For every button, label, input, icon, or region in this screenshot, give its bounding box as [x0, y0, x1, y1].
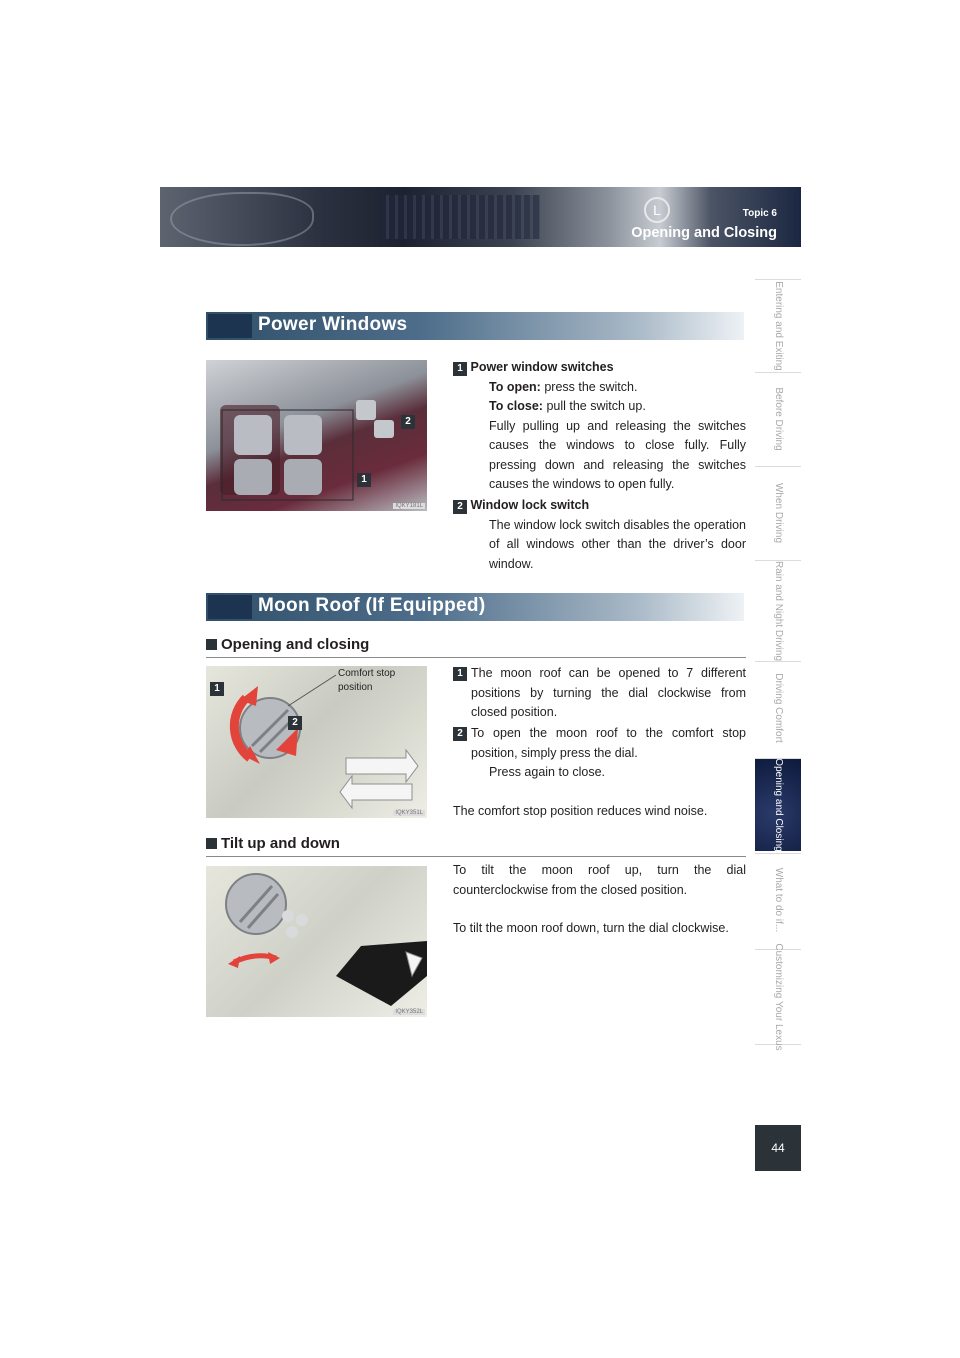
side-tab-when-driving[interactable]: When Driving	[755, 466, 801, 559]
subheading-tilt: Tilt up and down	[206, 835, 746, 857]
item-number: 2	[453, 727, 467, 741]
item-note: Fully pulling up and releasing the switches causes the windows to close fully. Fully pressing down and releasing the switches causes the windows to open fully.	[489, 418, 746, 491]
moon-roof-item-1	[453, 664, 746, 723]
item-text: The window lock switch disables the operation of all windows other than the driver’s door window.	[489, 517, 746, 571]
item-number: 2	[453, 500, 467, 514]
side-tab-customizing[interactable]: Customizing Your Lexus	[755, 949, 801, 1045]
item-number: 1	[453, 667, 467, 681]
side-tab-rain-night-driving[interactable]: Rain and Night Driving	[755, 560, 801, 660]
lexus-logo-icon: L	[644, 197, 670, 223]
callout-2: 2	[288, 716, 302, 730]
item-text: The moon roof can be opened to 7 different positions by turning the dial clockwise from closed position.	[471, 666, 746, 719]
callout-1: 1	[357, 473, 371, 487]
side-tab-entering-exiting[interactable]: Entering and Exiting	[755, 279, 801, 372]
side-tab-opening-closing[interactable]: Opening and Closing	[755, 758, 801, 851]
side-tab-driving-comfort[interactable]: Driving Comfort	[755, 661, 801, 754]
power-windows-header	[206, 312, 744, 340]
callout-1: 1	[210, 682, 224, 696]
topic-title: Opening and Closing	[631, 225, 777, 241]
topic-label: Topic 6	[742, 208, 777, 219]
opening-note: The comfort stop position reduces wind noise.	[453, 804, 708, 818]
section-title: Moon Roof (If Equipped)	[258, 595, 486, 616]
side-tab-what-to-do-if[interactable]: What to do if...	[755, 853, 801, 946]
item-number: 1	[453, 362, 467, 376]
callout-2: 2	[401, 415, 415, 429]
dashboard-graphic	[380, 195, 540, 239]
photo-code: IQKY181L	[395, 503, 423, 509]
power-window-item-2	[453, 496, 746, 574]
moon-roof-item-2	[453, 724, 746, 783]
tilt-text-2: To tilt the moon roof down, turn the dial clockwise.	[453, 921, 729, 935]
power-window-item-1: 1 Power window switches To open: press the switch. To close: pull the switch up. Fully pulling up and releasing the switches causes the windows to close fully. Fully pressing down and releasing the switches causes the windows to open fully.	[453, 358, 746, 495]
item-title: Power window switches	[470, 360, 614, 374]
item-subtext: Press again to close.	[489, 765, 606, 779]
photo-code: IQKY352L	[395, 1009, 423, 1015]
tilt-text-1: To tilt the moon roof up, turn the dial counterclockwise from the closed position.	[453, 863, 746, 897]
item-text: To open the moon roof to the comfort stop position, simply press the dial.	[471, 726, 746, 760]
moon-roof-tilt-photo	[206, 866, 427, 1017]
side-tab-before-driving[interactable]: Before Driving	[755, 372, 801, 465]
header-banner	[160, 187, 801, 247]
power-window-switch-photo	[206, 360, 427, 511]
headlight-graphic	[170, 192, 314, 246]
subheading-opening-closing: Opening and closing	[206, 636, 746, 658]
section-title: Power Windows	[258, 314, 408, 335]
moon-roof-header	[206, 593, 744, 621]
item-title: Window lock switch	[470, 498, 590, 512]
photo-code: IQKY351L	[395, 810, 423, 816]
page-number: 44	[755, 1125, 801, 1171]
moon-roof-dial-photo	[206, 666, 427, 818]
photo-caption: Comfort stop position	[338, 668, 396, 693]
